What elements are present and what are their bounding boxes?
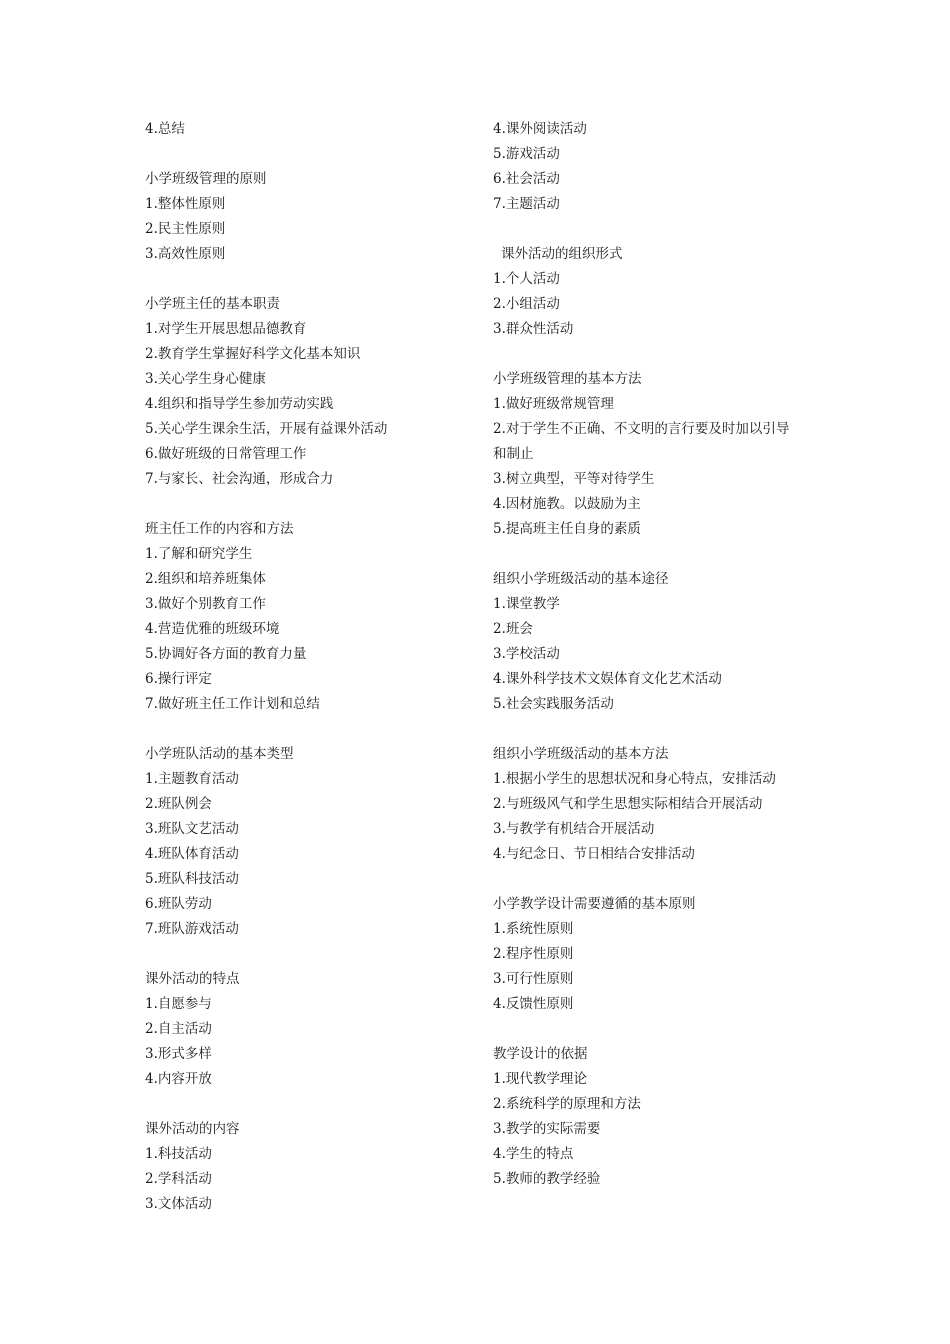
section-heading: 课外活动的内容	[145, 1121, 240, 1137]
list-item: 2.与班级风气和学生思想实际相结合开展活动	[493, 796, 763, 812]
section-spacer	[493, 542, 823, 567]
list-item: 2.民主性原则	[145, 221, 226, 237]
list-item: 4.总结	[145, 121, 185, 137]
list-item: 1.做好班级常规管理	[493, 396, 614, 412]
list-item: 2.自主活动	[145, 1021, 212, 1037]
list-item: 3.高效性原则	[145, 246, 226, 262]
list-item: 7.做好班主任工作计划和总结	[145, 696, 320, 712]
list-item: 4.因材施教。以鼓励为主	[493, 496, 641, 512]
list-item: 4.与纪念日、节日相结合安排活动	[493, 846, 695, 862]
list-item: 1.根据小学生的思想状况和身心特点，安排活动	[493, 771, 776, 787]
section-spacer	[145, 942, 475, 967]
list-item: 6.做好班级的日常管理工作	[145, 446, 307, 462]
list-item: 3.与教学有机结合开展活动	[493, 821, 655, 837]
list-item: 3.关心学生身心健康	[145, 371, 266, 387]
list-item: 1.主题教育活动	[145, 771, 239, 787]
section-heading: 课外活动的特点	[145, 971, 240, 987]
right-column	[493, 117, 823, 1192]
section-heading: 班主任工作的内容和方法	[145, 521, 294, 537]
list-item: 3.树立典型，平等对待学生	[493, 471, 655, 487]
list-item: 4.内容开放	[145, 1071, 212, 1087]
list-item: 1.现代教学理论	[493, 1071, 587, 1087]
list-item: 4.班队体育活动	[145, 846, 239, 862]
list-item: 3.班队文艺活动	[145, 821, 239, 837]
section-spacer	[145, 492, 475, 517]
list-item: 3.教学的实际需要	[493, 1121, 601, 1137]
list-item: 2.系统科学的原理和方法	[493, 1096, 641, 1112]
list-item: 3.做好个别教育工作	[145, 596, 266, 612]
list-item: 6.操行评定	[145, 671, 212, 687]
list-item: 6.班队劳动	[145, 896, 212, 912]
section-spacer	[145, 1092, 475, 1117]
section-spacer	[493, 1017, 823, 1042]
list-item: 1.整体性原则	[145, 196, 226, 212]
list-item: 4.营造优雅的班级环境	[145, 621, 280, 637]
list-item: 1.系统性原则	[493, 921, 574, 937]
list-item: 5.游戏活动	[493, 146, 560, 162]
section-heading: 课外活动的组织形式	[501, 246, 623, 262]
section-spacer	[145, 142, 475, 167]
list-item: 7.班队游戏活动	[145, 921, 239, 937]
list-item: 5.协调好各方面的教育力量	[145, 646, 307, 662]
list-item: 2.对于学生不正确、不文明的言行要及时加以引导	[493, 421, 790, 437]
list-item: 4.学生的特点	[493, 1146, 574, 1162]
list-item: 3.形式多样	[145, 1046, 212, 1062]
list-item: 2.班队例会	[145, 796, 212, 812]
list-item: 2.教育学生掌握好科学文化基本知识	[145, 346, 361, 362]
list-item: 4.课外科学技术文娱体育文化艺术活动	[493, 671, 722, 687]
list-item: 5.关心学生课余生活，开展有益课外活动	[145, 421, 388, 437]
section-heading: 小学班队活动的基本类型	[145, 746, 294, 762]
list-item: 3.群众性活动	[493, 321, 574, 337]
section-spacer	[493, 342, 823, 367]
section-heading: 教学设计的依据	[493, 1046, 588, 1062]
list-item: 3.文体活动	[145, 1196, 212, 1212]
list-item: 1.科技活动	[145, 1146, 212, 1162]
list-item: 3.可行性原则	[493, 971, 574, 987]
section-spacer	[493, 867, 823, 892]
list-item: 5.教师的教学经验	[493, 1171, 601, 1187]
section-heading: 小学班级管理的基本方法	[493, 371, 642, 387]
list-item: 4.课外阅读活动	[493, 121, 587, 137]
list-item: 和制止	[493, 446, 534, 462]
list-item: 2.学科活动	[145, 1171, 212, 1187]
list-item: 4.组织和指导学生参加劳动实践	[145, 396, 334, 412]
list-item: 3.学校活动	[493, 646, 560, 662]
list-item: 2.组织和培养班集体	[145, 571, 266, 587]
section-heading: 小学班主任的基本职责	[145, 296, 280, 312]
list-item: 2.程序性原则	[493, 946, 574, 962]
list-item: 1.了解和研究学生	[145, 546, 253, 562]
list-item: 4.反馈性原则	[493, 996, 574, 1012]
list-item: 2.小组活动	[493, 296, 560, 312]
list-item: 2.班会	[493, 621, 533, 637]
list-item: 1.课堂教学	[493, 596, 560, 612]
section-spacer	[493, 217, 823, 242]
left-column	[145, 117, 475, 1217]
section-spacer	[493, 717, 823, 742]
list-item: 1.对学生开展思想品德教育	[145, 321, 307, 337]
list-item: 1.自愿参与	[145, 996, 212, 1012]
section-heading: 小学教学设计需要遵循的基本原则	[493, 896, 696, 912]
list-item: 5.提高班主任自身的素质	[493, 521, 641, 537]
section-spacer	[145, 267, 475, 292]
section-spacer	[145, 717, 475, 742]
section-heading: 小学班级管理的原则	[145, 171, 267, 187]
section-heading: 组织小学班级活动的基本途径	[493, 571, 669, 587]
list-item: 7.主题活动	[493, 196, 560, 212]
list-item: 5.社会实践服务活动	[493, 696, 614, 712]
list-item: 1.个人活动	[493, 271, 560, 287]
list-item: 5.班队科技活动	[145, 871, 239, 887]
section-heading: 组织小学班级活动的基本方法	[493, 746, 669, 762]
list-item: 6.社会活动	[493, 171, 560, 187]
list-item: 7.与家长、社会沟通，形成合力	[145, 471, 334, 487]
